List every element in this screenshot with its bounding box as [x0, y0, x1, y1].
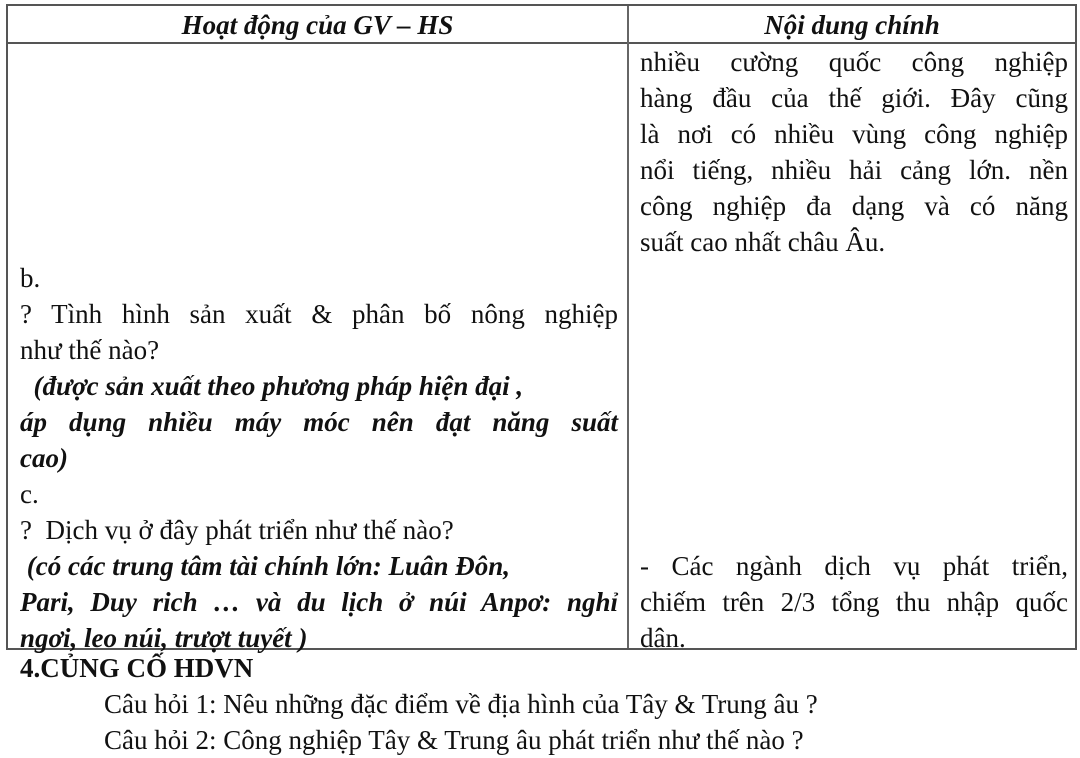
review-question-2: Câu hỏi 2: Công nghiệp Tây & Trung âu phát triển như thế nào ? [104, 725, 804, 755]
header-main-content: Nội dung chính [764, 10, 940, 40]
section-b-question-line: ? Tình hình sản xuất & phân bố nông nghiệp [20, 299, 618, 329]
review-question-1: Câu hỏi 1: Nêu những đặc điểm về địa hình của Tây & Trung âu ? [104, 689, 818, 719]
lesson-table [6, 4, 1077, 653]
content-line: suất cao nhất châu Âu. [640, 227, 886, 257]
content-line: nhiều cường quốc công nghiệp [640, 47, 1068, 77]
services-content-line: dân. [640, 623, 686, 653]
section-title-consolidation: 4.CỦNG CỐ HDVN [20, 653, 254, 683]
section-b-answer-line: (được sản xuất theo phương pháp hiện đại , [20, 371, 524, 401]
section-c-label: c. [20, 479, 39, 509]
content-line: hàng đầu của thế giới. Đây cũng [640, 83, 1068, 113]
activity-cell [20, 44, 618, 656]
header-teacher-student-activity: Hoạt động của GV – HS [181, 10, 454, 40]
column-divider [627, 6, 629, 648]
section-b-answer-line: cao) [20, 443, 68, 473]
services-content-line: chiếm trên 2/3 tổng thu nhập quốc [640, 587, 1068, 617]
section-c-question-line: ? Dịch vụ ở đây phát triển như thế nào? [20, 515, 454, 545]
section-c-answer-line: Pari, Duy rich … và du lịch ở núi Anpơ: nghỉ [20, 587, 618, 617]
content-line: nổi tiếng, nhiều hải cảng lớn. nền [640, 155, 1068, 185]
content-line: công nghiệp đa dạng và có năng [640, 191, 1068, 221]
section-c-answer-line: ngơi, leo núi, trượt tuyết ) [20, 623, 308, 653]
section-b-label: b. [20, 263, 41, 293]
table-header-row [8, 6, 1075, 44]
section-c-answer-line: (có các trung tâm tài chính lớn: Luân Đôn, [20, 551, 511, 581]
section-b-question-line: như thế nào? [20, 335, 160, 365]
section-b-answer-line: áp dụng nhiều máy móc nên đạt năng suất [20, 407, 618, 437]
services-content-line: - Các ngành dịch vụ phát triển, [640, 551, 1068, 581]
main-content-cell [640, 44, 1068, 656]
content-line: là nơi có nhiều vùng công nghiệp [640, 119, 1068, 149]
